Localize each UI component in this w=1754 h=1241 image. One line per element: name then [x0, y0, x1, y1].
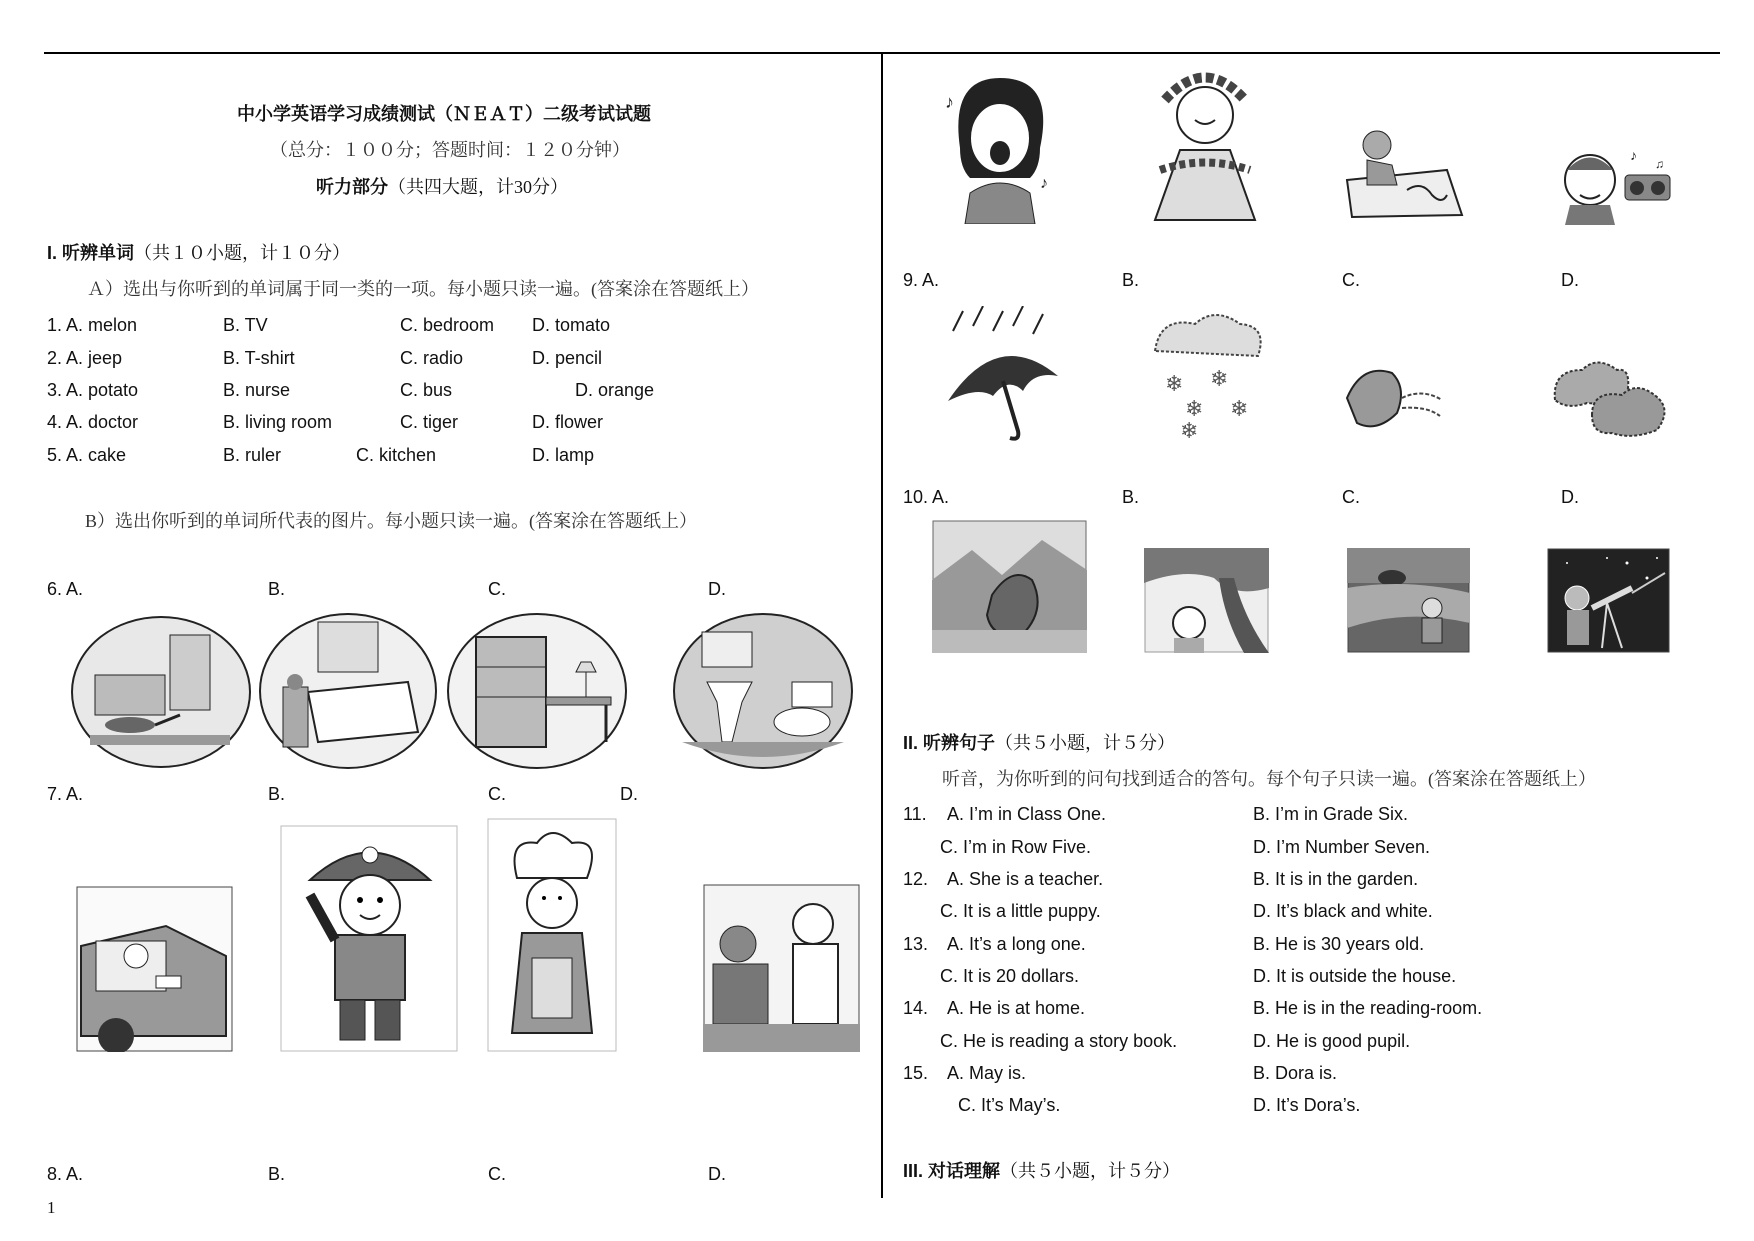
q6-d: D. [708, 579, 726, 599]
q6-a: 6. A. [47, 579, 84, 599]
section1-note: （共１０小题，计１０分） [134, 243, 351, 263]
q11-num: 11. [903, 804, 927, 824]
svg-text:❄: ❄ [1180, 418, 1199, 441]
svg-text:♪: ♪ [1630, 147, 1637, 163]
q5-b: B. ruler [223, 445, 282, 465]
q12-c: C. It is a little puppy. [940, 901, 1101, 921]
q11-c: C. I’m in Row Five. [940, 837, 1092, 857]
q6-study-image [446, 612, 628, 770]
q9-d: D. [1561, 270, 1579, 290]
q10-telescope-image [1547, 548, 1670, 653]
q7-b: B. [268, 784, 286, 804]
svg-text:❄: ❄ [1230, 396, 1249, 421]
q12-d: D. It’s black and white. [1253, 901, 1433, 921]
q7-cook-image [487, 818, 617, 1052]
q2-b: B. T-shirt [223, 348, 295, 368]
exam-title: 中小学英语学习成绩测试（ＮＥＡＴ）二级考试试题 [237, 104, 651, 124]
q3-a: 3. A. potato [47, 380, 139, 400]
q7-doctor-image [703, 884, 860, 1052]
q4-d: D. flower [532, 412, 604, 432]
q9-rain-image [938, 306, 1063, 441]
svg-text:♪: ♪ [945, 92, 954, 112]
section2-roman: II. [903, 733, 919, 753]
section2-note: （共５小题，计５分） [995, 733, 1176, 753]
svg-text:♫: ♫ [1655, 157, 1664, 171]
listening-heading [316, 173, 568, 199]
q11-b: B. I’m in Grade Six. [1253, 804, 1409, 824]
q15-d: D. It’s Dora’s. [1253, 1095, 1361, 1115]
q7-driver-image [76, 886, 233, 1052]
q7-c: C. [488, 784, 506, 804]
svg-text:❄: ❄ [1165, 371, 1184, 396]
q15-b: B. Dora is. [1253, 1063, 1338, 1083]
q6-b: B. [268, 579, 286, 599]
section2-title: 听辨句子 [923, 733, 996, 753]
q12-b: B. It is in the garden. [1253, 869, 1419, 889]
q1-b: B. TV [223, 315, 268, 335]
q8-music-image [1555, 140, 1675, 225]
q13-a: A. It’s a long one. [947, 934, 1086, 954]
q3-d: D. orange [575, 380, 655, 400]
q1-a: 1. A. melon [47, 315, 138, 335]
q1-d: D. tomato [532, 315, 611, 335]
q3-c: C. bus [400, 380, 453, 400]
q9-snow-image [1140, 306, 1270, 441]
section3-heading [903, 1160, 1180, 1182]
svg-text:❄: ❄ [1185, 396, 1204, 421]
q6-bathroom-image [672, 612, 855, 770]
q10-sunset-image [1347, 548, 1470, 653]
q2-c: C. radio [400, 348, 464, 368]
q14-d: D. He is good pupil. [1253, 1031, 1411, 1051]
svg-text:❄: ❄ [1210, 366, 1229, 391]
section3-title: 对话理解 [928, 1161, 1001, 1181]
q6-c: C. [488, 579, 506, 599]
q7-d: D. [620, 784, 638, 804]
q4-c: C. tiger [400, 412, 459, 432]
q11-a: A. I’m in Class One. [947, 804, 1107, 824]
q13-b: B. He is 30 years old. [1253, 934, 1425, 954]
q14-c: C. He is reading a story book. [940, 1031, 1178, 1051]
q13-num: 13. [903, 934, 929, 954]
q5-a: 5. A. cake [47, 445, 127, 465]
q5-c: C. kitchen [356, 445, 437, 465]
q7-policeman-image [280, 825, 458, 1052]
q15-c: C. It’s May’s. [958, 1095, 1061, 1115]
q8-a: 8. A. [47, 1164, 84, 1184]
q15-num: 15. [903, 1063, 929, 1083]
q3-b: B. nurse [223, 380, 291, 400]
q10-a: 10. A. [903, 487, 950, 507]
page-number: 1 [47, 1198, 56, 1217]
q9-cloud-image [1547, 355, 1672, 440]
q13-c: C. It is 20 dollars. [940, 966, 1080, 986]
q14-b: B. He is in the reading-room. [1253, 998, 1483, 1018]
q8-drawing-image [1337, 125, 1467, 220]
q2-d: D. pencil [532, 348, 603, 368]
column-divider [881, 52, 883, 1198]
q8-singing-image [940, 68, 1062, 224]
q4-a: 4. A. doctor [47, 412, 139, 432]
q12-a: A. She is a teacher. [947, 869, 1104, 889]
q8-d: D. [708, 1164, 726, 1184]
q8-b: B. [268, 1164, 286, 1184]
section1-partB: B）选出你听到的单词所代表的图片。每小题只读一遍。(答案涂在答题纸上） [85, 511, 697, 531]
section3-roman: III. [903, 1161, 924, 1181]
q11-d: D. I’m Number Seven. [1253, 837, 1431, 857]
q9-wind-image [1342, 358, 1447, 438]
section1-partA: Ａ）选出与你听到的单词属于同一类的一项。每小题只读一遍。(答案涂在答题纸上） [87, 279, 759, 299]
q13-d: D. It is outside the house. [1253, 966, 1457, 986]
q6-bedroom-image [258, 612, 438, 770]
q15-a: A. May is. [947, 1063, 1027, 1083]
section1-heading [47, 242, 350, 264]
q10-tree-image [1144, 548, 1269, 653]
svg-text:♪: ♪ [1040, 175, 1048, 192]
q9-c: C. [1342, 270, 1360, 290]
section1-roman: I. [47, 243, 58, 263]
q10-d: D. [1561, 487, 1579, 507]
section1-title: 听辨单词 [62, 243, 135, 263]
q10-c: C. [1342, 487, 1360, 507]
q7-a: 7. A. [47, 784, 84, 804]
q14-num: 14. [903, 998, 929, 1018]
q9-a: 9. A. [903, 270, 940, 290]
q6-kitchen-image [70, 615, 252, 770]
q4-b: B. living room [223, 412, 333, 432]
q10-b: B. [1122, 487, 1140, 507]
q1-c: C. bedroom [400, 315, 495, 335]
q5-d: D. lamp [532, 445, 595, 465]
q8-dancing-image [1140, 60, 1270, 225]
q2-a: 2. A. jeep [47, 348, 123, 368]
exam-subtitle: （总分：１００分；答题时间：１２０分钟） [270, 140, 630, 160]
q10-rooster-image [932, 520, 1087, 653]
listening-bold: 听力部分 [316, 177, 388, 197]
q9-b: B. [1122, 270, 1140, 290]
q8-c: C. [488, 1164, 506, 1184]
section2-heading [903, 732, 1175, 754]
q12-num: 12. [903, 869, 929, 889]
q14-a: A. He is at home. [947, 998, 1086, 1018]
listening-note: （共四大题，计30分） [388, 177, 568, 197]
section2-instruction: 听音，为你听到的问句找到适合的答句。每个句子只读一遍。(答案涂在答题纸上） [942, 769, 1596, 789]
section3-note: （共５小题，计５分） [1000, 1161, 1181, 1181]
